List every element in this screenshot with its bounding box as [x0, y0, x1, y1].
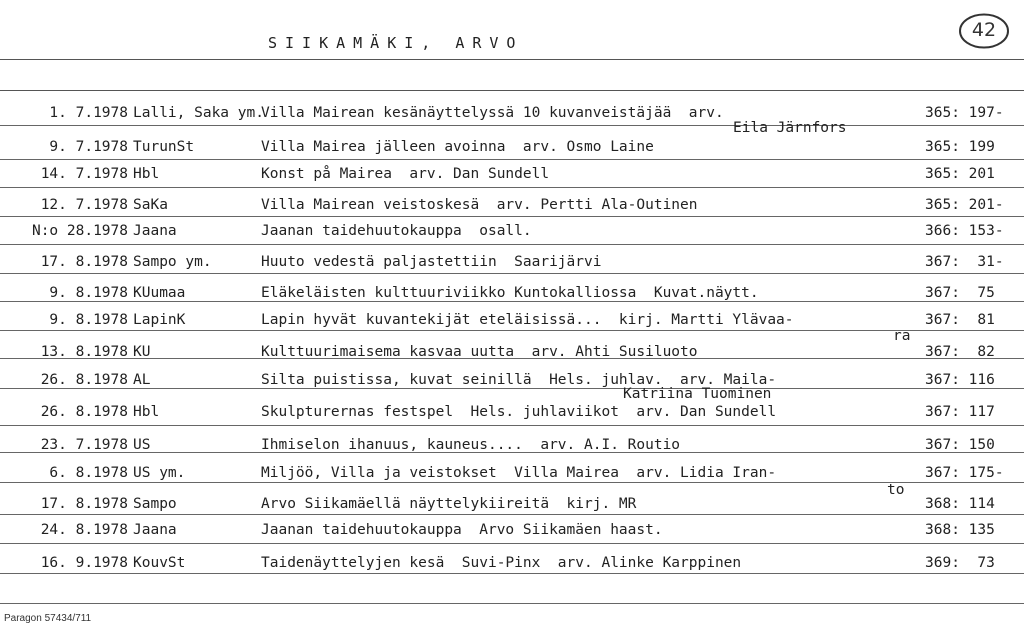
entry-source: KouvSt	[133, 555, 186, 571]
header-rule	[0, 59, 1024, 60]
entry-continuation: to	[887, 482, 905, 498]
entry-title: Huuto vedestä paljastettiin Saarijärvi	[261, 254, 602, 270]
entry-row	[0, 372, 1024, 398]
entry-date: 13. 8.1978	[40, 344, 128, 360]
entry-date: 17. 8.1978	[40, 496, 128, 512]
ruled-line	[0, 603, 1024, 604]
entry-date: N:o 28.1978	[31, 223, 128, 239]
entry-date: 12. 7.1978	[40, 197, 128, 213]
entry-row	[0, 139, 1024, 165]
entry-date: 9. 8.1978	[49, 285, 128, 301]
entry-source: LapinK	[133, 312, 186, 328]
entry-row	[0, 522, 1024, 548]
entry-source: AL	[133, 372, 151, 388]
entry-source: Sampo ym.	[133, 254, 212, 270]
entry-ref: 365: 199	[925, 139, 995, 155]
entry-title: Skulpturernas festspel Hels. juhlaviikot arv. Dan Sundell	[261, 404, 777, 420]
entry-source: Jaana	[133, 223, 177, 239]
entry-source: SaKa	[133, 197, 168, 213]
entry-source: Sampo	[133, 496, 177, 512]
card-number: 42	[971, 19, 997, 41]
entry-title: Taidenäyttelyjen kesä Suvi-Pinx arv. Alinke Karppinen	[261, 555, 742, 571]
print-mark: Paragon 57434/711	[4, 613, 92, 624]
entry-source: US	[133, 437, 151, 453]
entry-ref: 365: 201	[925, 166, 995, 182]
entry-date: 9. 8.1978	[49, 312, 128, 328]
entry-row	[0, 555, 1024, 581]
card-title: SIIKAMÄKI, ARVO	[268, 34, 524, 52]
entry-row	[0, 166, 1024, 192]
entry-ref: 368: 135	[925, 522, 995, 538]
entry-ref: 367: 175-	[925, 465, 1004, 481]
entry-source: Lalli, Saka ym.	[133, 105, 264, 121]
entry-row	[0, 285, 1024, 311]
entry-date: 24. 8.1978	[40, 522, 128, 538]
entry-title: Miljöö, Villa ja veistokset Villa Mairea arv. Lidia Iran-	[261, 465, 777, 481]
entry-row	[0, 465, 1024, 491]
entry-date: 17. 8.1978	[40, 254, 128, 270]
entry-date: 6. 8.1978	[49, 465, 128, 481]
entry-source: Jaana	[133, 522, 177, 538]
entry-title: Villa Mairean kesänäyttelyssä 10 kuvanveistäjää arv.	[261, 105, 724, 121]
entry-ref: 369: 73	[925, 555, 995, 571]
entry-date: 26. 8.1978	[40, 404, 128, 420]
entry-title: Villa Mairea jälleen avoinna arv. Osmo Laine	[261, 139, 654, 155]
entry-row	[0, 197, 1024, 223]
entry-title: Kulttuurimaisema kasvaa uutta arv. Ahti Susiluoto	[261, 344, 698, 360]
entry-row	[0, 344, 1024, 370]
entry-ref: 367: 82	[925, 344, 995, 360]
entry-title: Silta puistissa, kuvat seinillä Hels. juhlav. arv. Maila-	[261, 372, 777, 388]
entry-date: 9. 7.1978	[49, 139, 128, 155]
entry-ref: 367: 116	[925, 372, 995, 388]
entry-row	[0, 223, 1024, 249]
entry-title: Eläkeläisten kulttuuriviikko Kuntokalliossa Kuvat.näytt.	[261, 285, 759, 301]
entry-ref: 367: 150	[925, 437, 995, 453]
entry-continuation: Eila Järnfors	[733, 120, 847, 136]
header-rule-2	[0, 90, 1024, 91]
entry-title: Jaanan taidehuutokauppa Arvo Siikamäen haast.	[261, 522, 663, 538]
entry-date: 16. 9.1978	[40, 555, 128, 571]
entry-title: Ihmiselon ihanuus, kauneus.... arv. A.I. Routio	[261, 437, 681, 453]
entry-date: 1. 7.1978	[49, 105, 128, 121]
entry-continuation: ra	[893, 328, 911, 344]
entry-ref: 367: 117	[925, 404, 995, 420]
entry-row	[0, 437, 1024, 463]
entry-title: Jaanan taidehuutokauppa osall.	[261, 223, 532, 239]
entry-date: 14. 7.1978	[40, 166, 128, 182]
entry-source: US ym.	[133, 465, 186, 481]
entry-source: Hbl	[133, 166, 160, 182]
entry-row	[0, 105, 1024, 131]
entry-ref: 367: 81	[925, 312, 995, 328]
entry-ref: 365: 201-	[925, 197, 1004, 213]
entry-continuation: Katriina Tuominen	[623, 386, 772, 402]
entry-source: KUumaa	[133, 285, 186, 301]
entry-row	[0, 312, 1024, 338]
entry-date: 26. 8.1978	[40, 372, 128, 388]
entry-date: 23. 7.1978	[40, 437, 128, 453]
entry-source: KU	[133, 344, 151, 360]
entry-row	[0, 496, 1024, 522]
entry-ref: 365: 197-	[925, 105, 1004, 121]
entry-ref: 368: 114	[925, 496, 995, 512]
entry-ref: 366: 153-	[925, 223, 1004, 239]
entry-ref: 367: 75	[925, 285, 995, 301]
card-number-circled	[958, 12, 1010, 50]
entry-ref: 367: 31-	[925, 254, 1004, 270]
entry-source: TurunSt	[133, 139, 195, 155]
entry-row	[0, 404, 1024, 430]
entry-source: Hbl	[133, 404, 160, 420]
entry-title: Konst på Mairea arv. Dan Sundell	[261, 166, 550, 182]
entry-title: Villa Mairean veistoskesä arv. Pertti Ala-Outinen	[261, 197, 698, 213]
entry-row	[0, 254, 1024, 280]
entry-title: Arvo Siikamäellä näyttelykiireitä kirj. MR	[261, 496, 637, 512]
entry-title: Lapin hyvät kuvantekijät eteläisissä... kirj. Martti Ylävaa-	[261, 312, 794, 328]
